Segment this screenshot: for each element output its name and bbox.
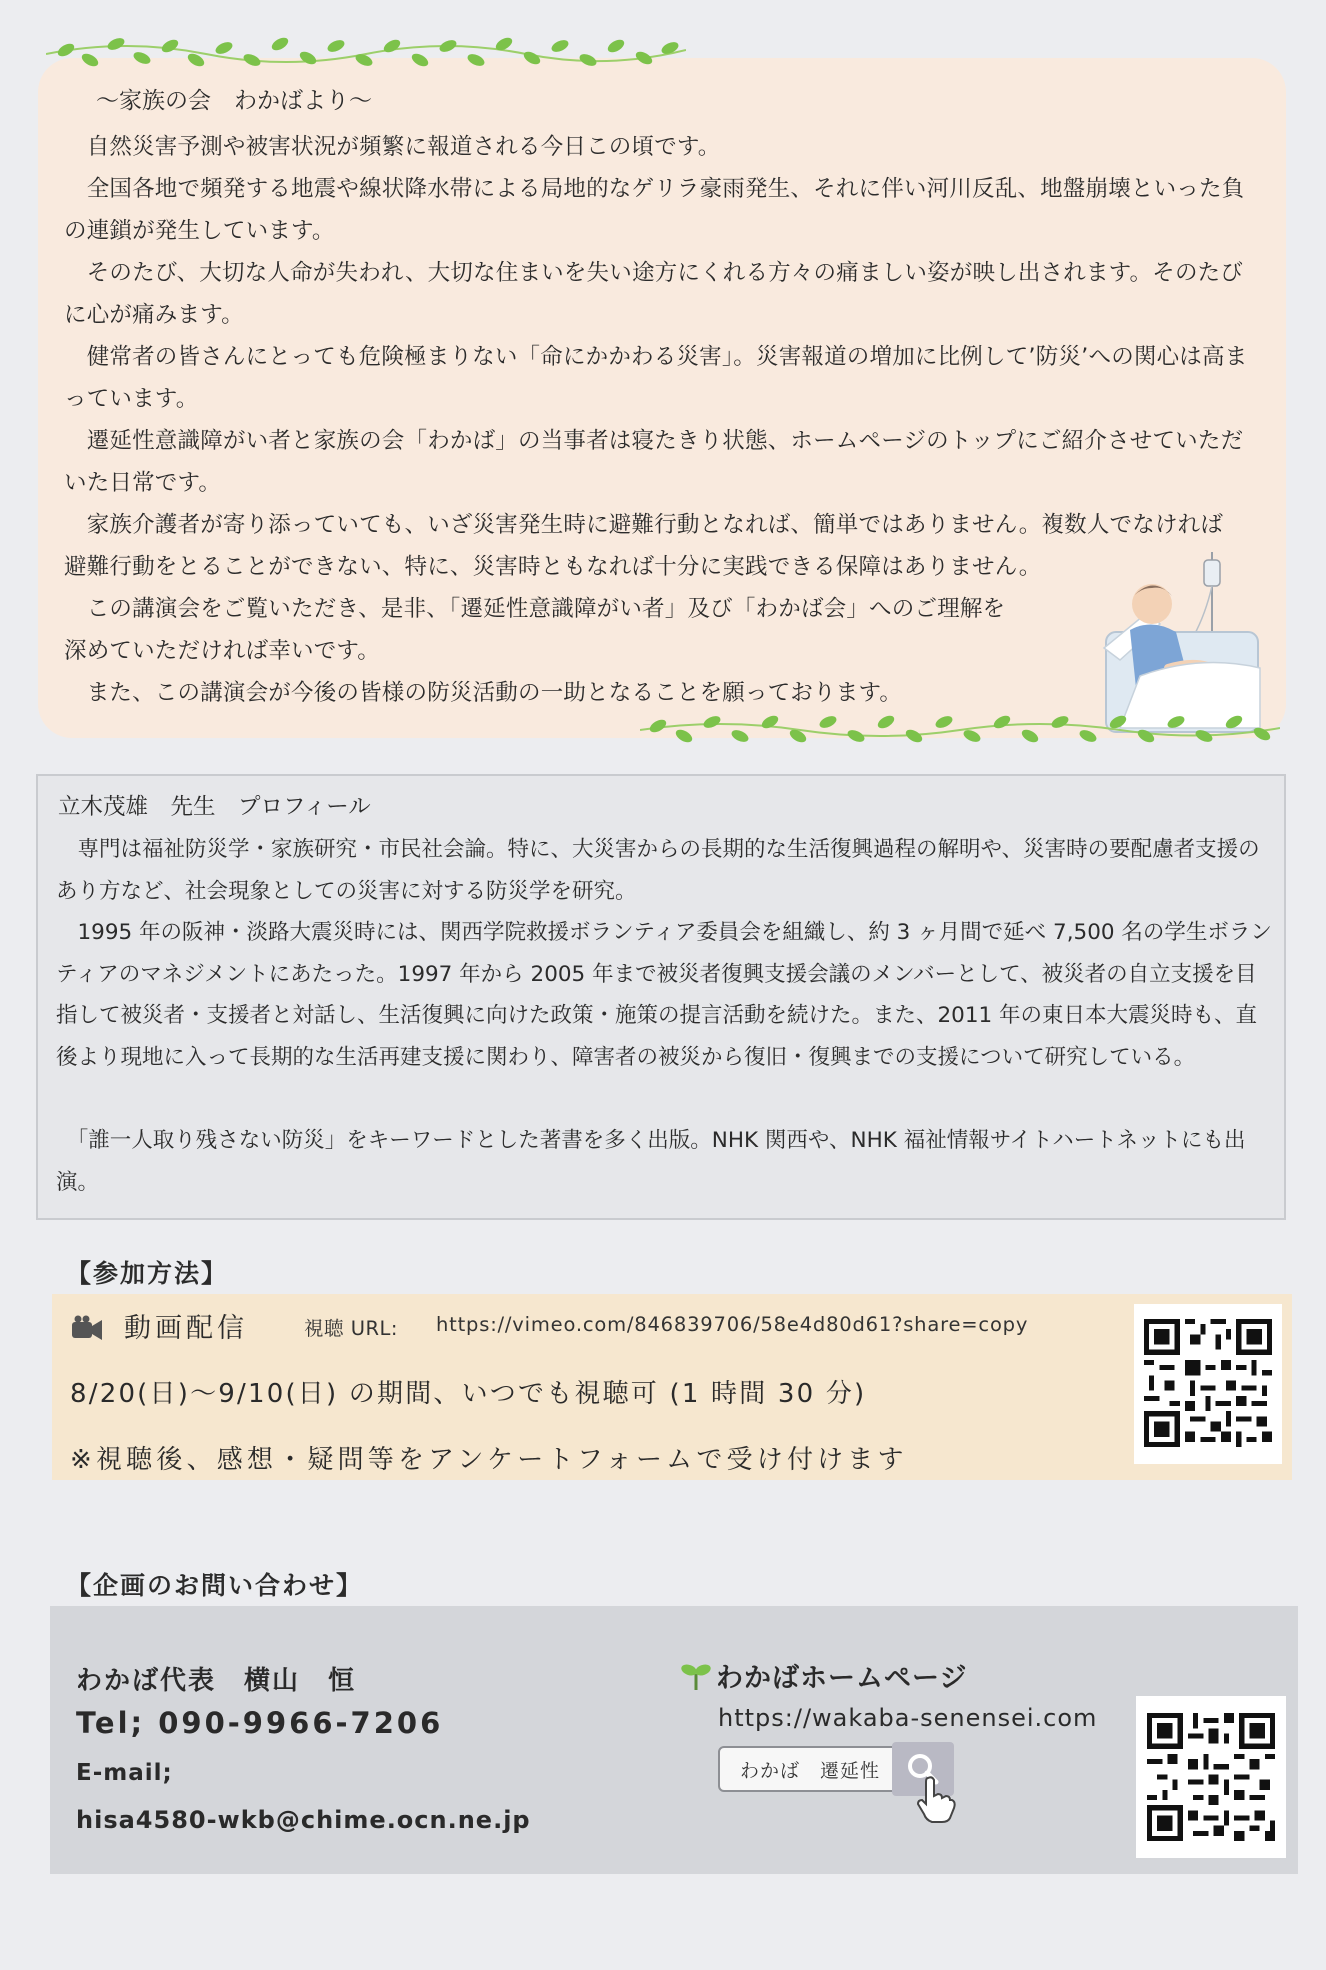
message-paragraph: 遷延性意識障がい者と家族の会「わかば」の当事者は寝たきり状態、ホームページのトップにご紹介させていただいた日常です。 [64, 428, 1244, 496]
leaf-vine-decoration-bottom [640, 700, 1280, 752]
contact-name: わかば代表 横山 恒 [76, 1666, 357, 1696]
video-camera-icon [70, 1314, 104, 1344]
homepage-url-link[interactable]: https://wakaba-senensei.com [718, 1704, 1098, 1732]
viewing-period: 8/20(日)～9/10(日) の期間、いつでも視聴可 (1 時間 30 分) [70, 1379, 867, 1409]
profile-title: 立木茂雄 先生 プロフィール [58, 794, 371, 820]
search-box-text: わかば 遷延性 [740, 1760, 881, 1782]
homepage-qr-code[interactable] [1136, 1696, 1286, 1858]
leaf-vine-decoration-top [46, 30, 686, 76]
viewing-qr-code[interactable] [1134, 1304, 1282, 1464]
message-paragraph: 深めていただければ幸いです。 [64, 638, 381, 664]
profile-paragraph: 専門は福祉防災学・家族研究・市民社会論。特に、大災害からの長期的な生活復興過程の解明や、災害時の要配慮者支援のあり方など、社会現象としての災害に対する防災学を研究。 [56, 837, 1260, 904]
message-paragraph: 全国各地で頻発する地震や線状降水帯による局地的なゲリラ豪雨発生、それに伴い河川反乱、地盤崩壊といった負の連鎖が発生しています。 [64, 176, 1245, 244]
survey-note: ※視聴後、感想・疑問等をアンケートフォームで受け付けます [70, 1445, 908, 1475]
profile-paragraph: 1995 年の阪神・淡路大震災時には、関西学院救援ボランティア委員会を組織し、約 3 ヶ月間で延べ 7,500 名の学生ボランティアのマネジメントにあたった。1997 年から 2005 年まで被災者復興支援会議のメンバーとして、被災者の自立支援を目指して被災者・支援者と対話し、生活復興に向けた政策・施策の提言活動を続けた。また、2011 年の東日本大震災時も、直後より現地に入って長期的な生活再建支援に関わり、障害者の被災から復旧・復興までの支援について研究している。 [56, 920, 1272, 1070]
message-paragraph: 自然災害予測や被害状況が頻繁に報道される今日この頃です。 [64, 134, 721, 160]
message-paragraph: そのたび、大切な人命が失われ、大切な住まいを失い途方にくれる方々の痛ましい姿が映し出されます。そのたびに心が痛みます。 [64, 260, 1244, 328]
contact-email[interactable]: hisa4580-wkb@chime.ocn.ne.jp [76, 1806, 531, 1834]
message-paragraph: この講演会をご覧いただき、是非、「遷延性意識障がい者」及び「わかば会」へのご理解を [64, 596, 1006, 622]
message-paragraph: 家族介護者が寄り添っていても、いざ災害発生時に避難行動となれば、簡単ではありません。複数人でなければ避難行動をとることができない、特に、災害時ともなれば十分に実践できる保障はありません。 [64, 512, 1224, 580]
viewing-url-link[interactable]: https://vimeo.com/846839706/58e4d80d61?share=copy [436, 1313, 1029, 1336]
sprout-icon [680, 1660, 712, 1692]
contact-email-label: E-mail; [76, 1760, 173, 1786]
profile-paragraph: 「誰一人取り残さない防災」をキーワードとした著書を多く出版。NHK 関西や、NHK 福祉情報サイトハートネットにも出演。 [56, 1128, 1246, 1195]
homepage-title: わかばホームページ [716, 1663, 968, 1694]
message-paragraph: 健常者の皆さんにとっても危険極まりない「命にかかわる災害」。災害報道の増加に比例して’防災’への関心は高まっています。 [64, 344, 1248, 412]
message-title: ～家族の会 わかばより～ [96, 88, 372, 114]
pointing-hand-icon [914, 1774, 958, 1824]
viewing-url-label: 視聴 URL: [304, 1317, 398, 1340]
participation-heading: 【参加方法】 [66, 1259, 229, 1288]
contact-heading: 【企画のお問い合わせ】 [66, 1571, 364, 1600]
contact-phone[interactable]: Tel; 090-9966-7206 [76, 1706, 444, 1740]
participation-method: 動画配信 [124, 1313, 248, 1344]
message-paragraph: また、この講演会が今後の皆様の防災活動の一助となることを願っております。 [64, 680, 903, 706]
